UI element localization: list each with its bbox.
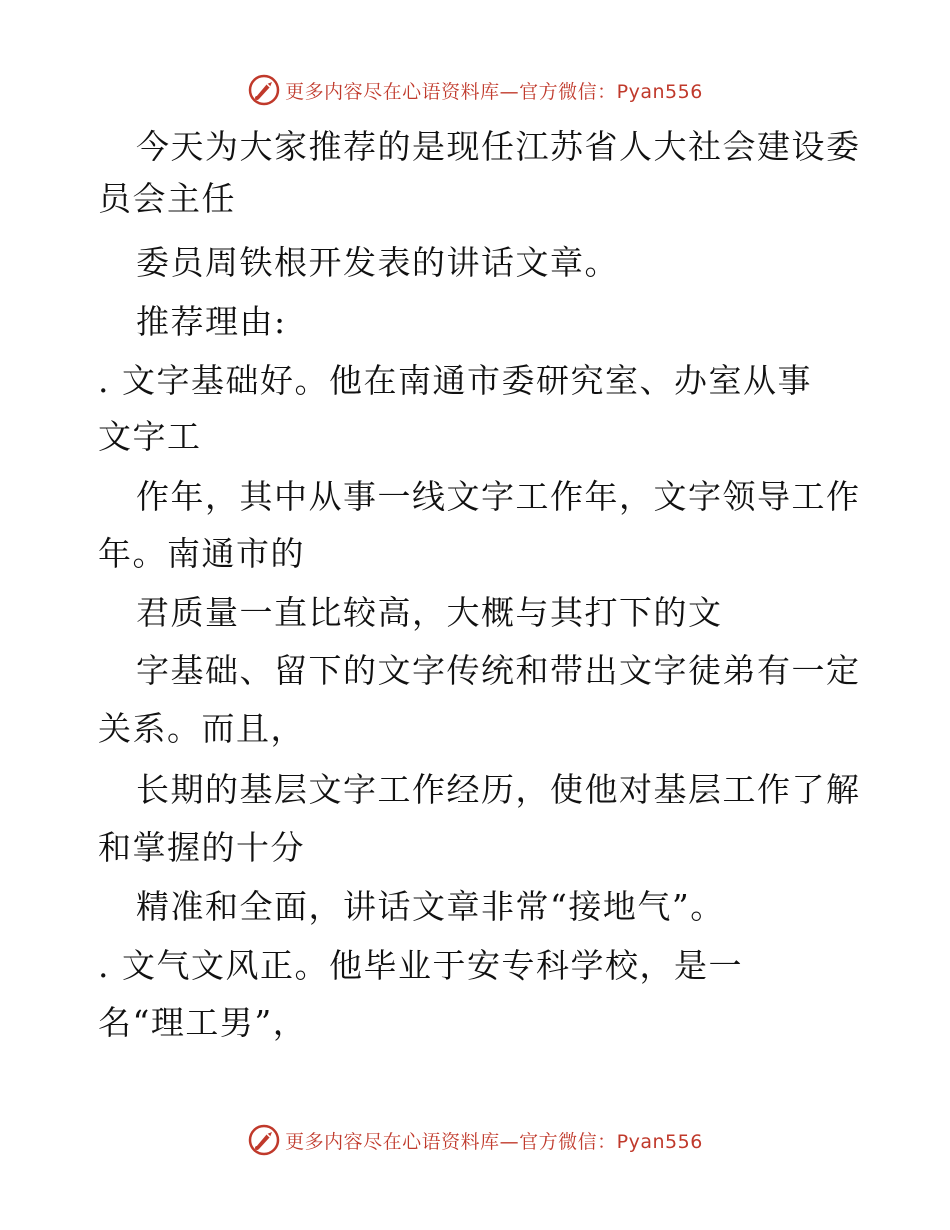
pen-nib-logo-icon <box>247 73 281 107</box>
footer-watermark <box>0 1120 950 1160</box>
paragraph-line: 长期的基层文字工作经历，使他对基层工作了解 <box>136 770 861 809</box>
paragraph-line: 精准和全面，讲话文章非常“接地气”。 <box>136 887 725 926</box>
paragraph-line: 今天为大家推荐的是现任江苏省人大社会建设委 <box>136 127 861 166</box>
paragraph-line: 关系。而且， <box>98 709 305 748</box>
pen-nib-logo-icon <box>247 1123 281 1157</box>
paragraph-line: 委员周铁根开发表的讲话文章。 <box>136 243 619 282</box>
paragraph-line: 文字工 <box>98 417 202 456</box>
paragraph-line: 字基础、留下的文字传统和带出文字徒弟有一定 <box>136 651 861 690</box>
paragraph-line: 推荐理由: <box>136 302 287 341</box>
paragraph-line: 和掌握的十分 <box>98 828 305 867</box>
watermark-group <box>247 1123 703 1157</box>
watermark-text: 更多内容尽在心语资料库—官方微信：Pyan556 <box>285 1130 703 1153</box>
paragraph-line: 作年，其中从事一线文字工作年，文字领导工作 <box>136 477 861 516</box>
paragraph-line: 员会主任 <box>98 179 236 218</box>
header-watermark <box>0 70 950 110</box>
paragraph-line: 名“理工男”， <box>98 1003 308 1042</box>
watermark-text: 更多内容尽在心语资料库—官方微信：Pyan556 <box>285 80 703 103</box>
watermark-group <box>247 73 703 107</box>
paragraph-line: . 文字基础好。他在南通市委研究室、办室从事 <box>98 361 812 400</box>
paragraph-line: 年。南通市的 <box>98 534 305 573</box>
paragraph-line: 君质量一直比较高，大概与其打下的文 <box>136 593 723 632</box>
paragraph-line: . 文气文风正。他毕业于安专科学校，是一 <box>98 946 743 985</box>
